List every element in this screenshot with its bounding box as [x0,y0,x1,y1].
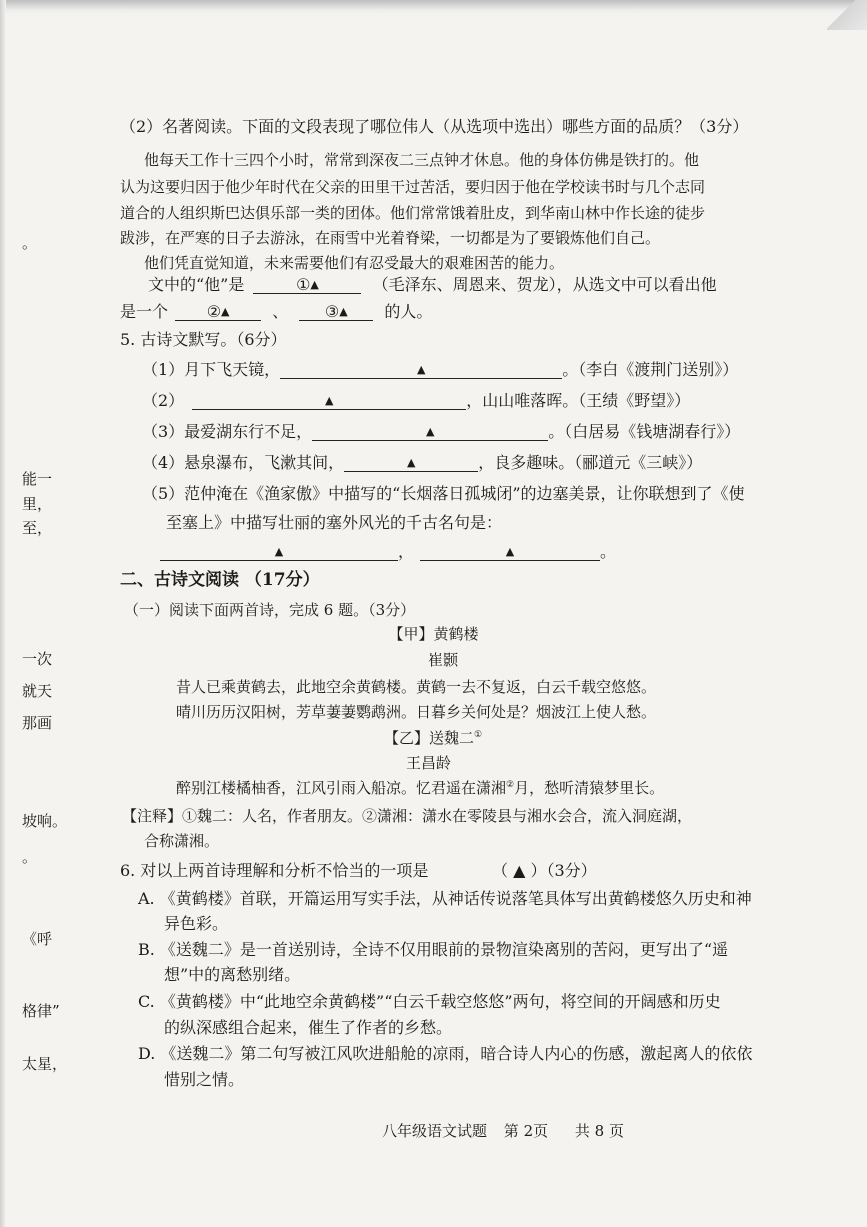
poem-yi-author: 王昌龄 [406,754,452,772]
fill-text: （毛泽东、周恩来、贺龙），从选文中可以看出他 [372,275,717,294]
line-text: ，良多趣味。（郦道元《三峡》） [478,453,703,472]
subsection-title: （一）阅读下面两首诗，完成 6 题。（3分） [124,601,416,619]
option-c-cont: 的纵深感组合起来，催生了作者的乡愁。 [164,1018,453,1037]
margin-fragment: 。 [22,848,38,866]
blank-number: ① [296,275,311,294]
triangle-marker-icon: ▲ [324,394,334,407]
poem-jia-line: 昔人已乘黄鹤去，此地空余黄鹤楼。黄鹤一去不复返，白云千载空悠悠。 [176,678,657,696]
option-b[interactable]: B. 《送魏二》是一首送别诗，全诗不仅用眼前的景物渲染离别的苦闷，更写出了“遥 [138,940,729,959]
poem-jia-line: 晴川历历汉阳树，芳草萋萋鹦鹉洲。日暮乡关何处是？烟波江上使人愁。 [176,703,657,721]
page-footer [382,1124,624,1139]
answer-paren[interactable]: （ ▲ ）（3分） [492,861,597,880]
passage-line: 跋涉，在严寒的日子去游泳，在雨雪中光着脊梁，一切都是为了要锻炼他们自己。 [120,229,661,247]
triangle-marker-icon: ▲ [310,278,319,291]
margin-fragment: 就天 [22,682,53,700]
margin-fragment: 格律” [22,1002,60,1020]
triangle-marker-icon: ▲ [425,425,435,438]
fill-text: 是一个 [120,302,169,321]
blank-number: ② [206,302,222,321]
question-title: （2）名著阅读。下面的文段表现了哪位伟人（从选项中选出）哪些方面的品质？（3分） [120,117,749,136]
line-text: 。（李白《渡荆门送别》） [562,360,739,379]
margin-fragment: 里， [22,495,53,513]
answer-blank-3[interactable] [299,304,373,321]
dictation-line-5-blanks [160,544,616,561]
line-text: 月，愁听清猿梦里长。 [514,779,665,797]
answer-blank-2[interactable] [175,304,261,321]
answer-blank[interactable] [344,455,478,472]
answer-blank[interactable] [160,544,398,561]
answer-blank[interactable] [420,544,600,561]
triangle-marker-icon: ▲ [406,456,416,469]
scan-corner [827,0,867,30]
margin-fragment: 能一 [22,470,53,488]
footnote-mark: ① [474,730,483,740]
dictation-line-4 [142,455,702,472]
question-stem: 6. 对以上两首诗理解和分析不恰当的一项是 [120,861,429,880]
option-b-cont: 想”中的离愁别绪。 [164,965,301,984]
triangle-marker-icon: ▲ [221,305,230,318]
line-text: （1）月下飞天镜， [142,360,281,379]
answer-blank[interactable] [192,393,466,410]
poem-yi-line [176,781,664,796]
dictation-line-5: （5）范仲淹在《渔家傲》中描写的“长烟落日孤城闭”的边塞美景，让你联想到了《使 [142,484,745,503]
scan-top-shadow [0,0,867,14]
annotation-line: 合称潇湘。 [144,832,220,850]
option-a[interactable]: A. 《黄鹤楼》首联，开篇运用写实手法，从神话传说落笔具体写出黄鹤楼悠久历史和神 [138,889,752,908]
fill-text: 的人。 [384,302,433,321]
option-c[interactable]: C. 《黄鹤楼》中“此地空余黄鹤楼”“白云千载空悠悠”两句，将空间的开阔感和历史 [138,992,721,1011]
annotation-line: 【注释】①魏二：人名，作者朋友。②潇湘：潇水在零陵县与湘水会合，流入洞庭湖， [122,807,693,825]
footer-page-number: 第 2页 [503,1122,549,1140]
triangle-marker-icon: ▲ [505,545,515,558]
poem-yi-title [384,731,482,746]
line-text: （4）悬泉瀑布，飞漱其间， [142,453,345,472]
margin-fragment: 一次 [22,650,53,668]
line-text: ，山山唯落晖。（王绩《野望》） [466,391,691,410]
option-d[interactable]: D. 《送魏二》第二句写被江风吹进船舱的凉雨，暗合诗人内心的伤感，激起离人的依依 [138,1044,753,1063]
footnote-mark: ② [506,780,515,790]
triangle-marker-icon: ▲ [416,363,426,376]
margin-fragment: 那画 [22,714,53,732]
scan-left-edge [0,0,6,1227]
title-text: 【乙】送魏二 [384,729,475,747]
passage-line: 道合的人组织斯巴达俱乐部一类的团体。他们常常饿着肚皮，到华南山林中作长途的徒步 [120,204,706,222]
section-title: 二、古诗文阅读 （17分） [120,570,320,590]
line-text: 。 [600,542,617,561]
answer-blank-1[interactable] [253,277,361,294]
dictation-line-5-cont: 至塞上》中描写壮丽的塞外风光的千古名句是： [166,513,503,532]
line-text: 醉别江楼橘柚香，江风引雨入船凉。忆君遥在潇湘 [176,779,507,797]
option-a-cont: 异色彩。 [164,914,229,933]
passage-line: 他每天工作十三四个小时，常常到深夜二三点钟才休息。他的身体仿佛是铁打的。他 [144,151,700,169]
answer-blank[interactable] [280,362,562,379]
answer-blank[interactable] [312,424,548,441]
fill-line-1 [148,277,717,294]
triangle-marker-icon: ▲ [274,545,284,558]
option-d-cont: 惜别之情。 [164,1070,245,1089]
line-text: ， [398,542,415,561]
passage-line: 认为这要归因于他少年时代在父亲的田里干过苦活，要归因于他在学校读书时与几个志同 [120,178,706,196]
triangle-marker-icon: ▲ [339,305,348,318]
fill-line-2 [120,304,432,321]
poem-jia-author: 崔颢 [428,651,459,669]
margin-fragment: 太星， [22,1055,68,1073]
dictation-line-1 [142,362,738,379]
blank-number: ③ [324,302,340,321]
line-text: （2） [142,391,185,410]
margin-fragment: 坡响。 [22,812,68,830]
fill-text: 文中的“他”是 [148,275,245,294]
margin-fragment: 《呼 [22,930,53,948]
question-title: 5. 古诗文默写。（6分） [120,330,287,349]
dictation-line-2 [142,393,690,410]
margin-fragment: 。 [22,234,38,252]
margin-fragment: 至， [22,519,53,537]
line-text: （3）最爱湖东行不足， [142,422,313,441]
poem-jia-title: 【甲】黄鹤楼 [388,625,479,643]
fill-text: 、 [272,302,289,321]
line-text: 。（白居易《钱塘湖春行》） [548,422,741,441]
passage-line: 他们凭直觉知道，未来需要他们有忍受最大的艰难困苦的能力。 [144,254,565,272]
footer-total-pages: 共 8 页 [574,1122,624,1140]
footer-subject: 八年级语文试题 [382,1122,488,1140]
dictation-line-3 [142,424,740,441]
